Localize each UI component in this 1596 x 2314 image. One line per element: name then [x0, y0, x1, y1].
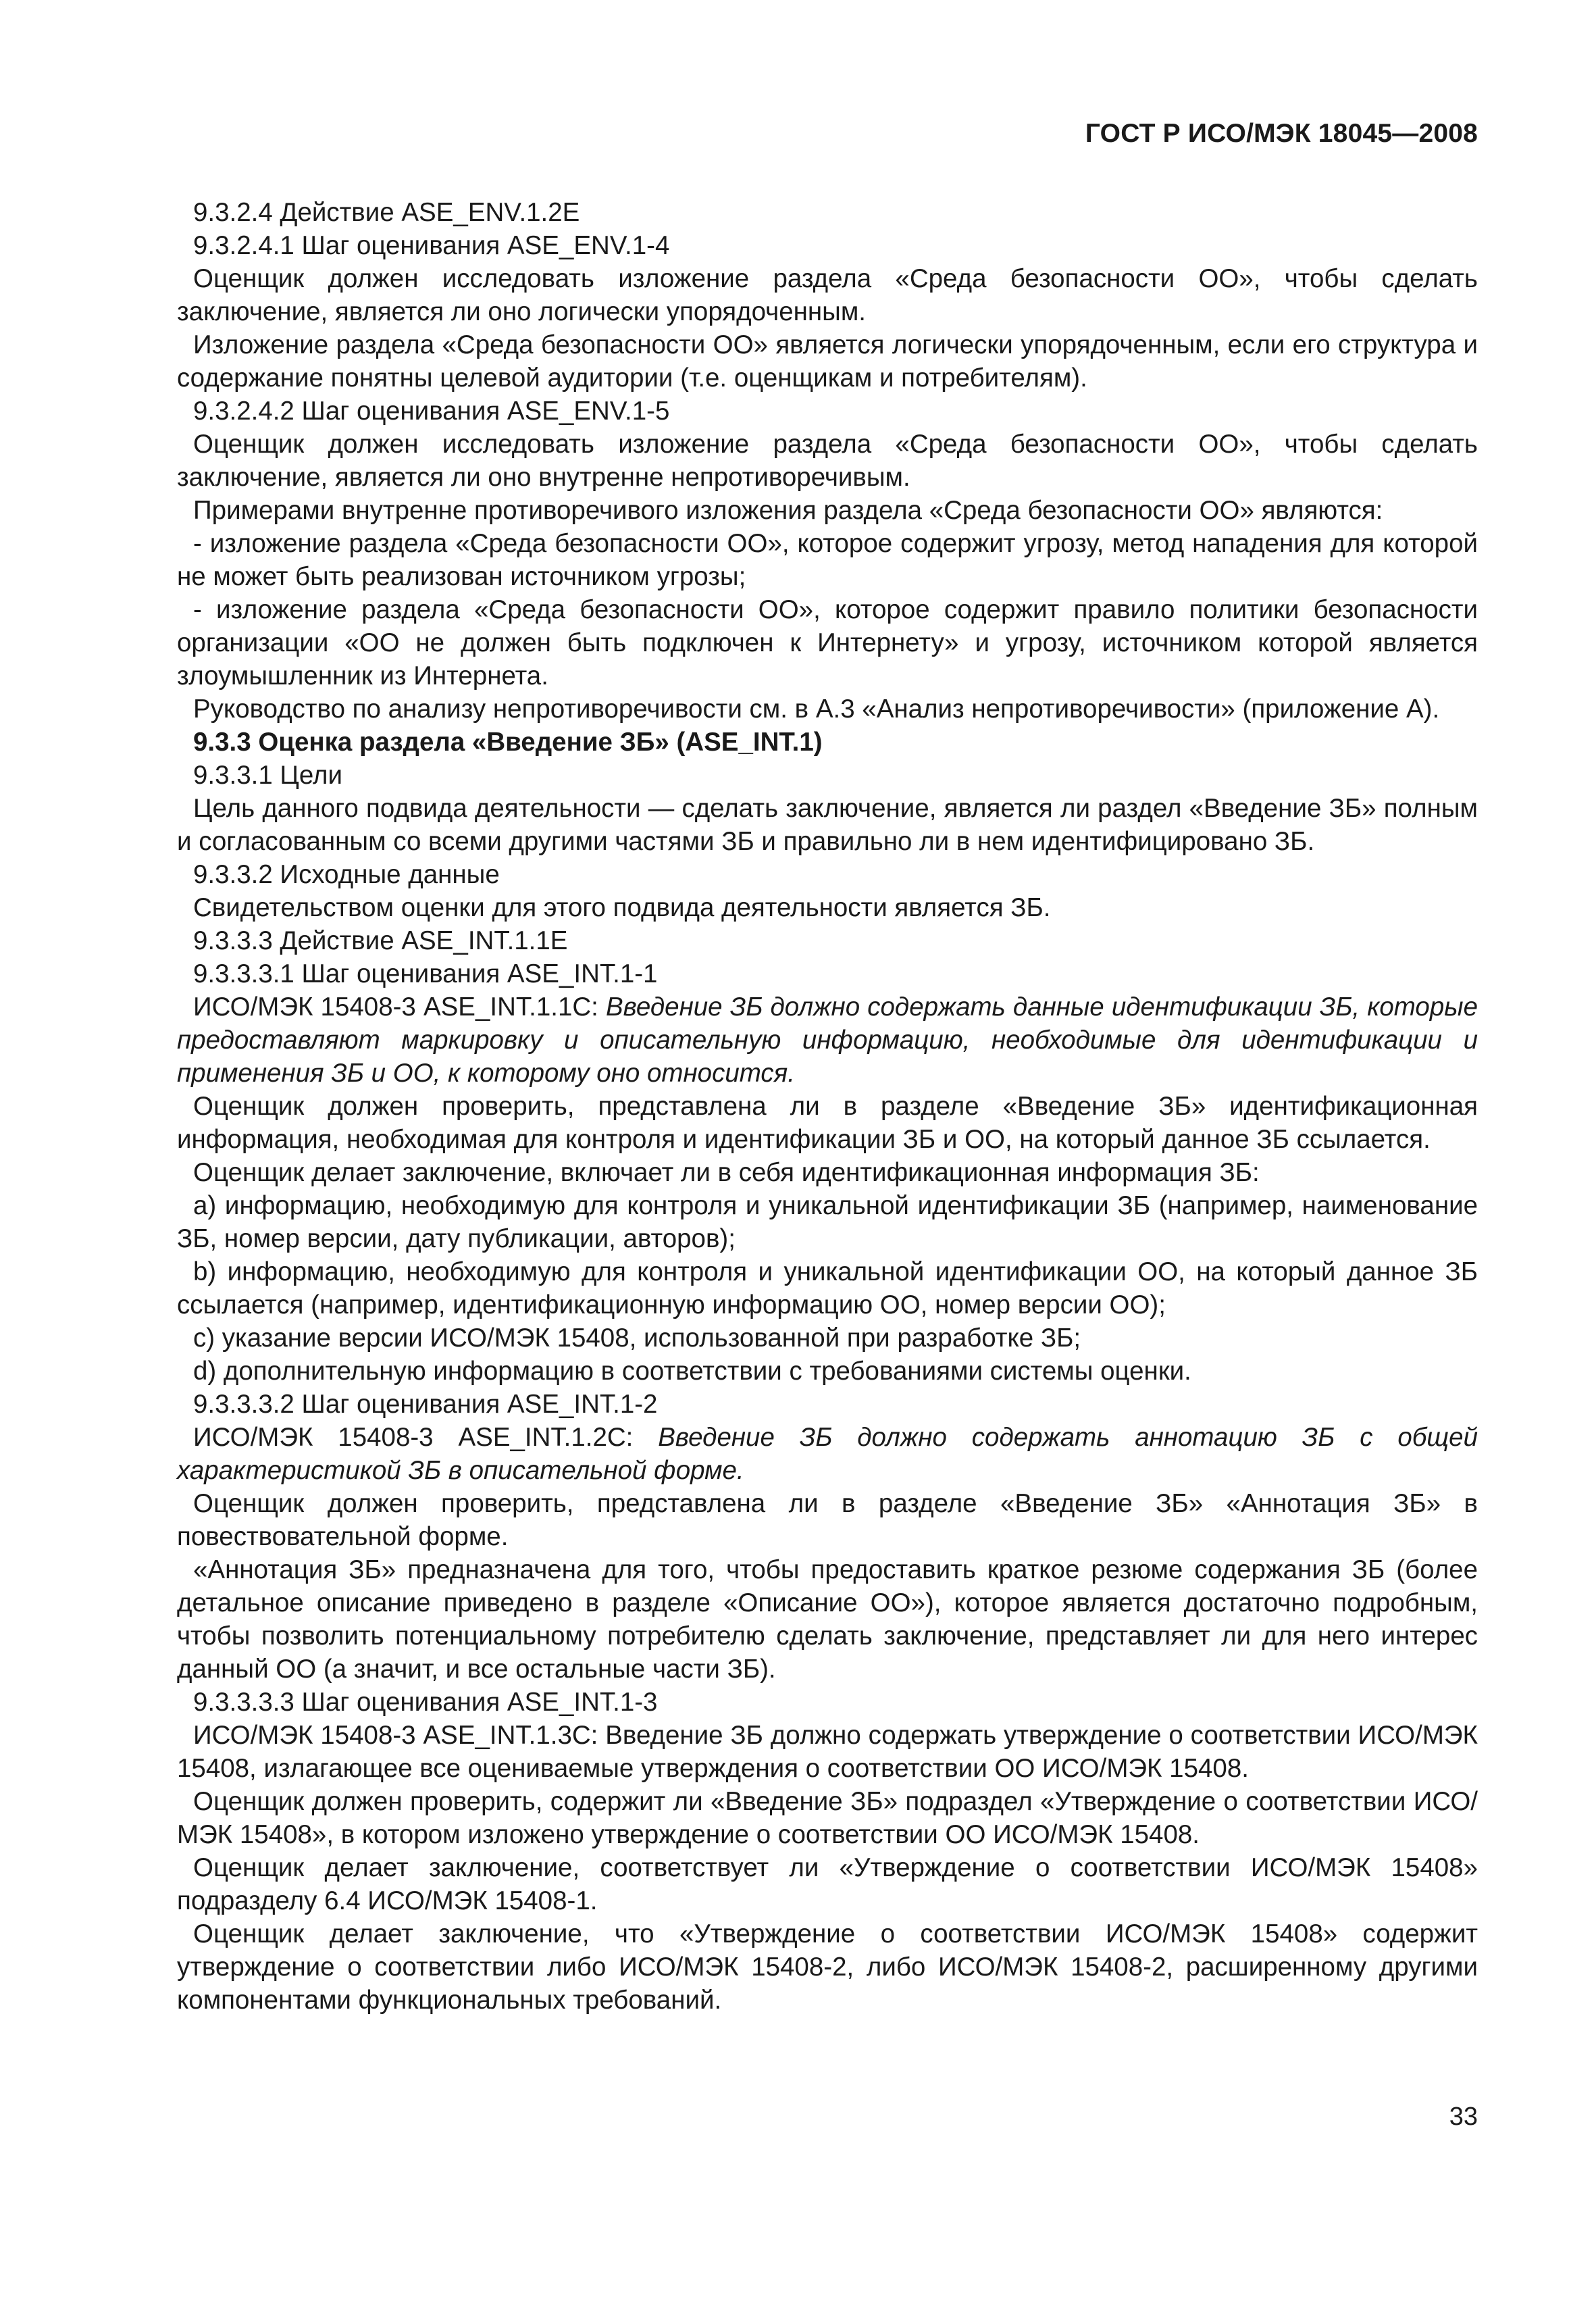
- list-item: d) дополнительную информацию в соответствии с требованиями системы оценки.: [193, 1357, 1191, 1386]
- paragraph: 9.3.3.3 Действие ASE_INT.1.1E: [193, 926, 568, 955]
- list-item: a) информацию, необходимую для контроля и уникальной идентификации ЗБ (например, наименование ЗБ, номер версии, дату публикации, авторов);: [177, 1191, 1478, 1253]
- list-item: - изложение раздела «Среда безопасности ОО», которое содержит угрозу, метод нападения для которой не может быть реализован источником угрозы;: [177, 529, 1478, 591]
- paragraph: Руководство по анализу непротиворечивости см. в А.3 «Анализ непротиворечивости» (приложение А).: [193, 695, 1440, 724]
- paragraph: 9.3.2.4 Действие ASE_ENV.1.2E: [193, 198, 580, 227]
- section-heading: 9.3.3 Оценка раздела «Введение ЗБ» (ASE_INT.1): [193, 728, 823, 757]
- paragraph: Оценщик делает заключение, соответствует ли «Утверждение о соответствии ИСО/МЭК 15408» подразделу 6.4 ИСО/МЭК 15408-1.: [177, 1853, 1478, 1915]
- list-item: c) указание версии ИСО/МЭК 15408, использованной при разработке ЗБ;: [193, 1324, 1081, 1353]
- paragraph: Свидетельством оценки для этого подвида деятельности является ЗБ.: [193, 893, 1051, 922]
- paragraph: Изложение раздела «Среда безопасности ОО» является логически упорядоченным, если его структура и содержание понятны целевой аудитории (т.е. оценщикам и потребителям).: [177, 330, 1478, 393]
- paragraph: 9.3.2.4.2 Шаг оценивания ASE_ENV.1-5: [193, 397, 670, 426]
- paragraph: Оценщик должен проверить, представлена ли в разделе «Введение ЗБ» идентификационная информация, необходимая для контроля и идентификации ЗБ и ОО, на который данное ЗБ ссылается.: [177, 1092, 1478, 1154]
- list-item: - изложение раздела «Среда безопасности ОО», которое содержит правило политики безопасности организации «ОО не должен быть подключен к Интернету» и угрозу, источником которой является злоумышленник из Интернета.: [177, 595, 1478, 690]
- requirement-paragraph: [177, 1421, 1478, 1487]
- paragraph: 9.3.2.4.1 Шаг оценивания ASE_ENV.1-4: [193, 231, 670, 260]
- paragraph: 9.3.3.3.1 Шаг оценивания ASE_INT.1-1: [193, 959, 658, 988]
- paragraph: Цель данного подвида деятельности — сделать заключение, является ли раздел «Введение ЗБ» полным и согласованным со всеми другими частями ЗБ и правильно ли в нем идентифицировано ЗБ.: [177, 794, 1478, 856]
- document-header: ГОСТ Р ИСО/МЭК 18045—2008: [1085, 119, 1478, 148]
- paragraph: Оценщик должен исследовать изложение раздела «Среда безопасности ОО», чтобы сделать заключение, является ли оно логически упорядоченным.: [177, 264, 1478, 326]
- paragraph: 9.3.3.3.3 Шаг оценивания ASE_INT.1-3: [193, 1688, 658, 1717]
- paragraph: Примерами внутренне противоречивого изложения раздела «Среда безопасности ОО» являются:: [193, 496, 1383, 525]
- paragraph: «Аннотация ЗБ» предназначена для того, чтобы предоставить краткое резюме содержания ЗБ (более детальное описание приведено в разделе «Описание ОО»), которое является достаточно подробным, чтобы позволить потенциальному потребителю сделать заключение, представляет ли для него интерес данный ОО (а значит, и все остальные части ЗБ).: [177, 1555, 1478, 1684]
- paragraph: 9.3.3.3.2 Шаг оценивания ASE_INT.1-2: [193, 1390, 658, 1419]
- requirement-text: Введение ЗБ должно содержать данные идентификации ЗБ, которые предоставляют маркировку и описательную информацию, необходимые для идентификации и применения ЗБ и ОО, к которому оно относится.: [177, 992, 1478, 1088]
- requirement-text: Введение ЗБ должно содержать аннотацию ЗБ с общей характеристикой ЗБ в описательной форме.: [177, 1423, 1478, 1485]
- paragraph: ИСО/МЭК 15408-3 ASE_INT.1.3C: Введение ЗБ должно содержать утверждение о соответствии ИСО/МЭК 15408, излагающее все оцениваемые утверждения о соответствии ОО ИСО/МЭК 15408.: [177, 1721, 1478, 1783]
- page-number: 33: [1449, 2103, 1478, 2131]
- paragraph: Оценщик должен проверить, содержит ли «Введение ЗБ» подраздел «Утверждение о соответствии ИСО/МЭК 15408», в котором изложено утверждение о соответствии ОО ИСО/МЭК 15408.: [177, 1787, 1478, 1849]
- paragraph: 9.3.3.2 Исходные данные: [193, 860, 500, 889]
- paragraph: 9.3.3.1 Цели: [193, 761, 343, 790]
- paragraph: Оценщик должен проверить, представлена ли в разделе «Введение ЗБ» «Аннотация ЗБ» в повествовательной форме.: [177, 1489, 1478, 1551]
- list-item: b) информацию, необходимую для контроля и уникальной идентификации ОО, на который данное ЗБ ссылается (например, идентификационную информацию ОО, номер версии ОО);: [177, 1257, 1478, 1319]
- document-body: [177, 196, 1478, 2017]
- requirement-reference: ИСО/МЭК 15408-3 ASE_INT.1.1C:: [193, 992, 606, 1022]
- requirement-paragraph: [177, 990, 1478, 1090]
- paragraph: Оценщик делает заключение, включает ли в себя идентификационная информация ЗБ:: [193, 1158, 1260, 1187]
- paragraph: Оценщик должен исследовать изложение раздела «Среда безопасности ОО», чтобы сделать заключение, является ли оно внутренне непротиворечивым.: [177, 430, 1478, 492]
- requirement-reference: ИСО/МЭК 15408-3 ASE_INT.1.2C:: [193, 1423, 659, 1452]
- paragraph: Оценщик делает заключение, что «Утверждение о соответствии ИСО/МЭК 15408» содержит утверждение о соответствии либо ИСО/МЭК 15408-2, либо ИСО/МЭК 15408-2, расширенному другими компонентами функциональных требований.: [177, 1919, 1478, 2015]
